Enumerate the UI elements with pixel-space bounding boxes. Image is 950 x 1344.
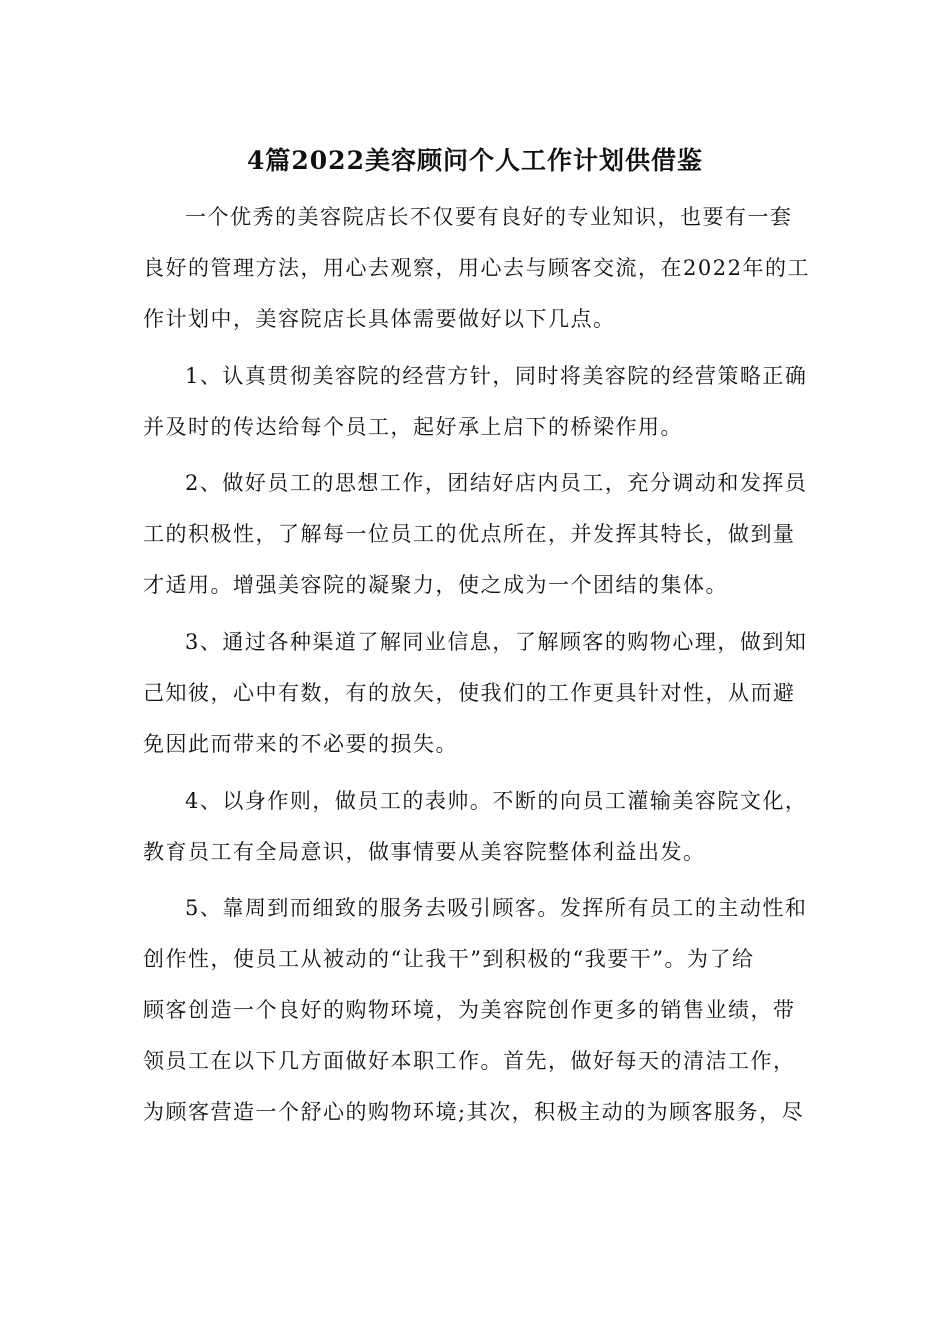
paragraph-3-line-2: 工的积极性，了解每一位员工的优点所在，并发挥其特长，做到量 bbox=[143, 522, 796, 546]
paragraph-5-line-1: 4、以身作则，做员工的表帅。不断的向员工灌输美容院文化， bbox=[185, 789, 808, 813]
paragraph-2-line-2: 并及时的传达给每个员工，起好承上启下的桥梁作用。 bbox=[143, 415, 683, 439]
paragraph-4-line-3: 免因此而带来的不必要的损失。 bbox=[143, 732, 458, 756]
paragraph-6-line-1: 5、靠周到而细致的服务去吸引顾客。发挥所有员工的主动性和 bbox=[185, 896, 808, 920]
paragraph-2-line-1: 1、认真贯彻美容院的经营方针，同时将美容院的经营策略正确 bbox=[185, 364, 808, 388]
paragraph-6-line-3: 顾客创造一个良好的购物环境，为美容院创作更多的销售业绩，带 bbox=[143, 998, 796, 1022]
paragraph-4-line-1: 3、通过各种渠道了解同业信息，了解顾客的购物心理，做到知 bbox=[185, 630, 808, 654]
paragraph-4-line-2: 己知彼，心中有数，有的放矢，使我们的工作更具针对性，从而避 bbox=[143, 681, 796, 705]
paragraph-3-line-3: 才适用。增强美容院的凝聚力，使之成为一个团结的集体。 bbox=[143, 573, 728, 597]
paragraph-1-line-3: 作计划中，美容院店长具体需要做好以下几点。 bbox=[143, 307, 616, 331]
paragraph-6-line-4: 领员工在以下几方面做好本职工作。首先，做好每天的清洁工作， bbox=[143, 1049, 796, 1073]
paragraph-1-line-2: 良好的管理方法，用心去观察，用心去与顾客交流，在2022年的工 bbox=[143, 256, 810, 280]
document-title: 4篇2022美容顾问个人工作计划供借鉴 bbox=[247, 146, 703, 175]
paragraph-6-line-2: 创作性，使员工从被动的“让我干”到积极的“我要干”。为了给 bbox=[143, 947, 755, 971]
paragraph-5-line-2: 教育员工有全局意识，做事情要从美容院整体利益出发。 bbox=[143, 840, 706, 864]
paragraph-1-line-1: 一个优秀的美容院店长不仅要有良好的专业知识，也要有一套 bbox=[185, 205, 793, 229]
paragraph-3-line-1: 2、做好员工的思想工作，团结好店内员工，充分调动和发挥员 bbox=[185, 471, 808, 495]
paragraph-6-line-5: 为顾客营造一个舒心的购物环境;其次，积极主动的为顾客服务，尽 bbox=[143, 1100, 805, 1124]
